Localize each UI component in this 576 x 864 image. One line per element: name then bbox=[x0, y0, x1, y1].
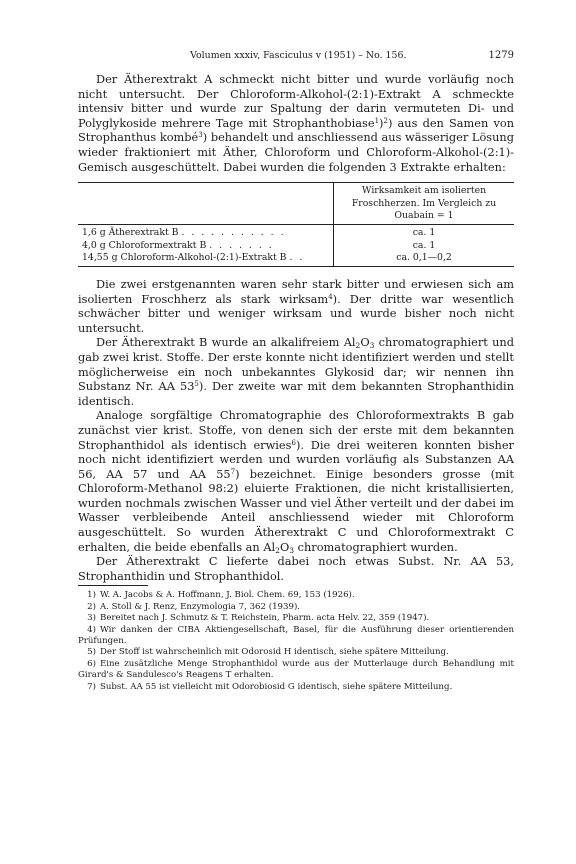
row-label: 4,0 g Chloroformextrakt B bbox=[82, 239, 207, 251]
subscript: 2 bbox=[275, 545, 280, 555]
paragraph-2-text-b: . Der dritte war wesentlich schwächer bitter und weniger wirksam und wurde bisher noch nicht untersucht. bbox=[78, 291, 514, 335]
paragraph-5: Der Ätherextrakt C lieferte dabei noch etwas Subst. Nr. AA 53, Strophanthidin und Strophanthidol. bbox=[78, 554, 514, 583]
table-header-right: Wirksamkeit am isolierten Froschherzen. Im Vergleich zu Ouabain = 1 bbox=[334, 183, 515, 225]
running-title: Volumen xxxiv, Fasciculus v (1951) – No. 156. bbox=[190, 50, 407, 61]
footnote-ref: 3 bbox=[198, 131, 203, 140]
leader-dots: . . bbox=[289, 251, 305, 263]
row-value: ca. 1 bbox=[412, 227, 436, 239]
subscript: 3 bbox=[369, 341, 375, 351]
paragraph-4-text-b: . Die drei weiteren konnten bisher noch nicht identifiziert werden und wurden vorläufig als Substanzen AA 56, AA 57 und AA 55 bbox=[78, 437, 514, 481]
row-label: 1,6 g Ätherextrakt B bbox=[82, 227, 179, 239]
paragraph-4-text: Analoge sorgfältige Chromatographie des Chloroformextrakts B gab zunächst vier krist. Stoffe, von denen sich der erste mit dem bekannten Strophanthidol als identisch erwies bbox=[78, 408, 514, 452]
footnote-divider bbox=[78, 585, 148, 586]
paragraph-4-text-d: chromatographiert wurden. bbox=[294, 539, 458, 554]
footnotes bbox=[78, 590, 514, 693]
footnote: 5) Der Stoff ist wahrscheinlich mit Odorosid H identisch, siehe spätere Mitteilung. bbox=[87, 647, 449, 658]
document-page bbox=[78, 50, 514, 693]
table-row bbox=[78, 240, 514, 252]
row-value: ca. 1 bbox=[412, 239, 436, 251]
formula-part: O bbox=[279, 539, 290, 554]
running-header bbox=[78, 50, 514, 66]
paragraph-2-text: Die zwei erstgenannten waren sehr stark bitter und erwiesen sich am isolierten Froschherz als stark wirksam bbox=[78, 276, 514, 306]
leader-dots: . . . . . . . . . . . bbox=[181, 227, 286, 239]
paragraph-1-text-c: behandelt und anschliessend aus wässeriger Lösung wieder fraktioniert mit Äther, Chloroform und Chloroform-Alkohol-(2:1)-Gemisch ausgeschüttelt. Dabei wurden die folgenden 3 Extrakte erhalten: bbox=[78, 130, 514, 174]
footnote-ref: 2 bbox=[383, 116, 388, 125]
footnote: 1) W. A. Jacobs & A. Hoffmann, J. Biol. Chem. 69, 153 (1926). bbox=[87, 590, 355, 601]
footnote: 2) A. Stoll & J. Renz, Enzymologia 7, 362 (1939). bbox=[87, 601, 301, 612]
paragraph-3-text-b: chromatographiert und gab zwei krist. Stoffe. Der erste konnte nicht identifiziert werden und stellt möglicherweise ein noch unbekanntes Glykosid dar; wir nennen ihn Substanz Nr. AA 53 bbox=[78, 335, 514, 394]
subscript: 2 bbox=[355, 341, 361, 351]
footnote: 3) Bereitet nach J. Schmutz & T. Reichstein, Pharm. acta Helv. 22, 359 (1947). bbox=[87, 613, 430, 624]
table-row bbox=[78, 225, 514, 240]
paragraph-4-text-c: bezeichnet. Einige besonders grosse (mit Chloroform-Methanol 98:2) eluierte Fraktionen, die nicht kristallisierten, wurden nochmals zwischen Wasser und viel Äther verteilt und der dabei im Wasser verbleibende Anteil anschliessend wieder mit Chloroform ausgeschüttelt. So wurden Ätherextrakt C und Chloroformextrakt C erhalten, die beide ebenfalls an Al bbox=[78, 466, 514, 554]
paragraph-1: Der Ätherextrakt A schmeckt nicht bitter und wurde vorläufig noch nicht untersucht. Der Chloroform-Alkohol-(2:1)-Extrakt A schmeckte intensiv bitter und wurde zur Spaltung der darin vermuteten Di- und Polyglykoside mehrere Tage mit Strophanthobiase$^1$)$^2$) aus den Samen von Strophanthus kombé$^3$) behandelt und anschliessend aus wässeriger Lösung wieder fraktioniert mit Äther, Chloroform und Chloroform-Alkohol-(2:1)-Gemisch ausgeschüttelt. Dabei wurden die folgenden 3 Extrakte erhalten: bbox=[78, 72, 515, 174]
row-label: 14,55 g Chloroform-Alkohol-(2:1)-Extrakt B bbox=[82, 251, 287, 263]
table-header-left bbox=[78, 183, 334, 225]
paragraph-3: Der Ätherextrakt B wurde an alkalifreiem $Al_2O_3$ chromatographiert und gab zwei krist. Stoffe. Der erste konnte nicht identifiziert werden und stellt möglicherweise ein noch unbekanntes Glykosid dar; wir nennen ihn Substanz Nr. AA $53^5$). Der zweite war mit dem bekannten Strophanthidin identisch. bbox=[78, 335, 514, 408]
paragraph-1-text-b: aus den Samen von Strophanthus kombé bbox=[78, 115, 515, 145]
paragraph-4: Analoge sorgfältige Chromatographie des Chloroformextrakts B gab zunächst vier krist. Stoffe, von denen sich der erste mit dem bekannten Strophanthidol als identisch erwies$^6$). Die drei weiteren konnten bisher noch nicht identifiziert werden und wurden vorläufig als Substanzen AA 56, AA 57 und AA $55^7$) bezeichnet. Einige besonders grosse (mit Chloroform-Methanol 98:2) eluierte Fraktionen, die nicht kristallisierten, wurden nochmals zwischen Wasser und viel Äther verteilt und der dabei im Wasser verbleibende Anteil anschliessend wieder mit Chloroform ausgeschüttelt. So wurden Ätherextrakt C und Chloroformextrakt C erhalten, die beide ebenfalls an $Al_2O_3$ chromatographiert wurden. bbox=[78, 408, 514, 555]
footnote-ref: 5 bbox=[194, 380, 199, 389]
paragraph-3-text-c: . Der zweite war mit dem bekannten Strophanthidin identisch. bbox=[78, 379, 514, 408]
formula-part: O bbox=[360, 335, 370, 350]
footnote-ref: 4 bbox=[328, 292, 333, 301]
footnote-ref: 6 bbox=[291, 438, 296, 447]
row-value: ca. 0,1—0,2 bbox=[396, 251, 452, 263]
paragraph-2: Die zwei erstgenannten waren sehr stark bitter und erwiesen sich am isolierten Froschherz als stark wirksam$^4$). Der dritte war wesentlich schwächer bitter und weniger wirksam und wurde bisher noch nicht untersucht. bbox=[78, 276, 514, 335]
footnote: 4) Wir danken der CIBA Aktiengesellschaft, Basel, für die Ausführung dieser orientierenden Prüfungen. bbox=[78, 624, 514, 647]
paragraph-3-text: Der Ätherextrakt B wurde an alkalifreiem Al bbox=[96, 335, 356, 350]
table-row bbox=[78, 252, 514, 267]
page-number: 1279 bbox=[488, 50, 514, 61]
footnote: 7) Subst. AA 55 ist vielleicht mit Odorobiosid G identisch, siehe spätere Mitteilung. bbox=[87, 681, 453, 692]
footnote-ref: 7 bbox=[230, 467, 236, 476]
paragraph-1-text: Der Ätherextrakt A schmeckt nicht bitter und wurde vorläufig noch nicht untersucht. Der Chloroform-Alkohol-(2:1)-Extrakt A schmeckte intensiv bitter und wurde zur Spaltung der darin vermuteten Di- und Polyglykoside mehrere Tage mit Strophanthobiase bbox=[78, 72, 514, 130]
leader-dots: . . . . . . . bbox=[209, 239, 274, 251]
subscript: 3 bbox=[289, 545, 295, 555]
extract-table bbox=[78, 182, 514, 267]
footnote-ref: 1 bbox=[374, 116, 380, 125]
footnote: 6) Eine zusätzliche Menge Strophanthidol wurde aus der Mutterlauge durch Behandlung mit Girard's & Sandulesco's Reagens T erhalten. bbox=[78, 658, 514, 681]
